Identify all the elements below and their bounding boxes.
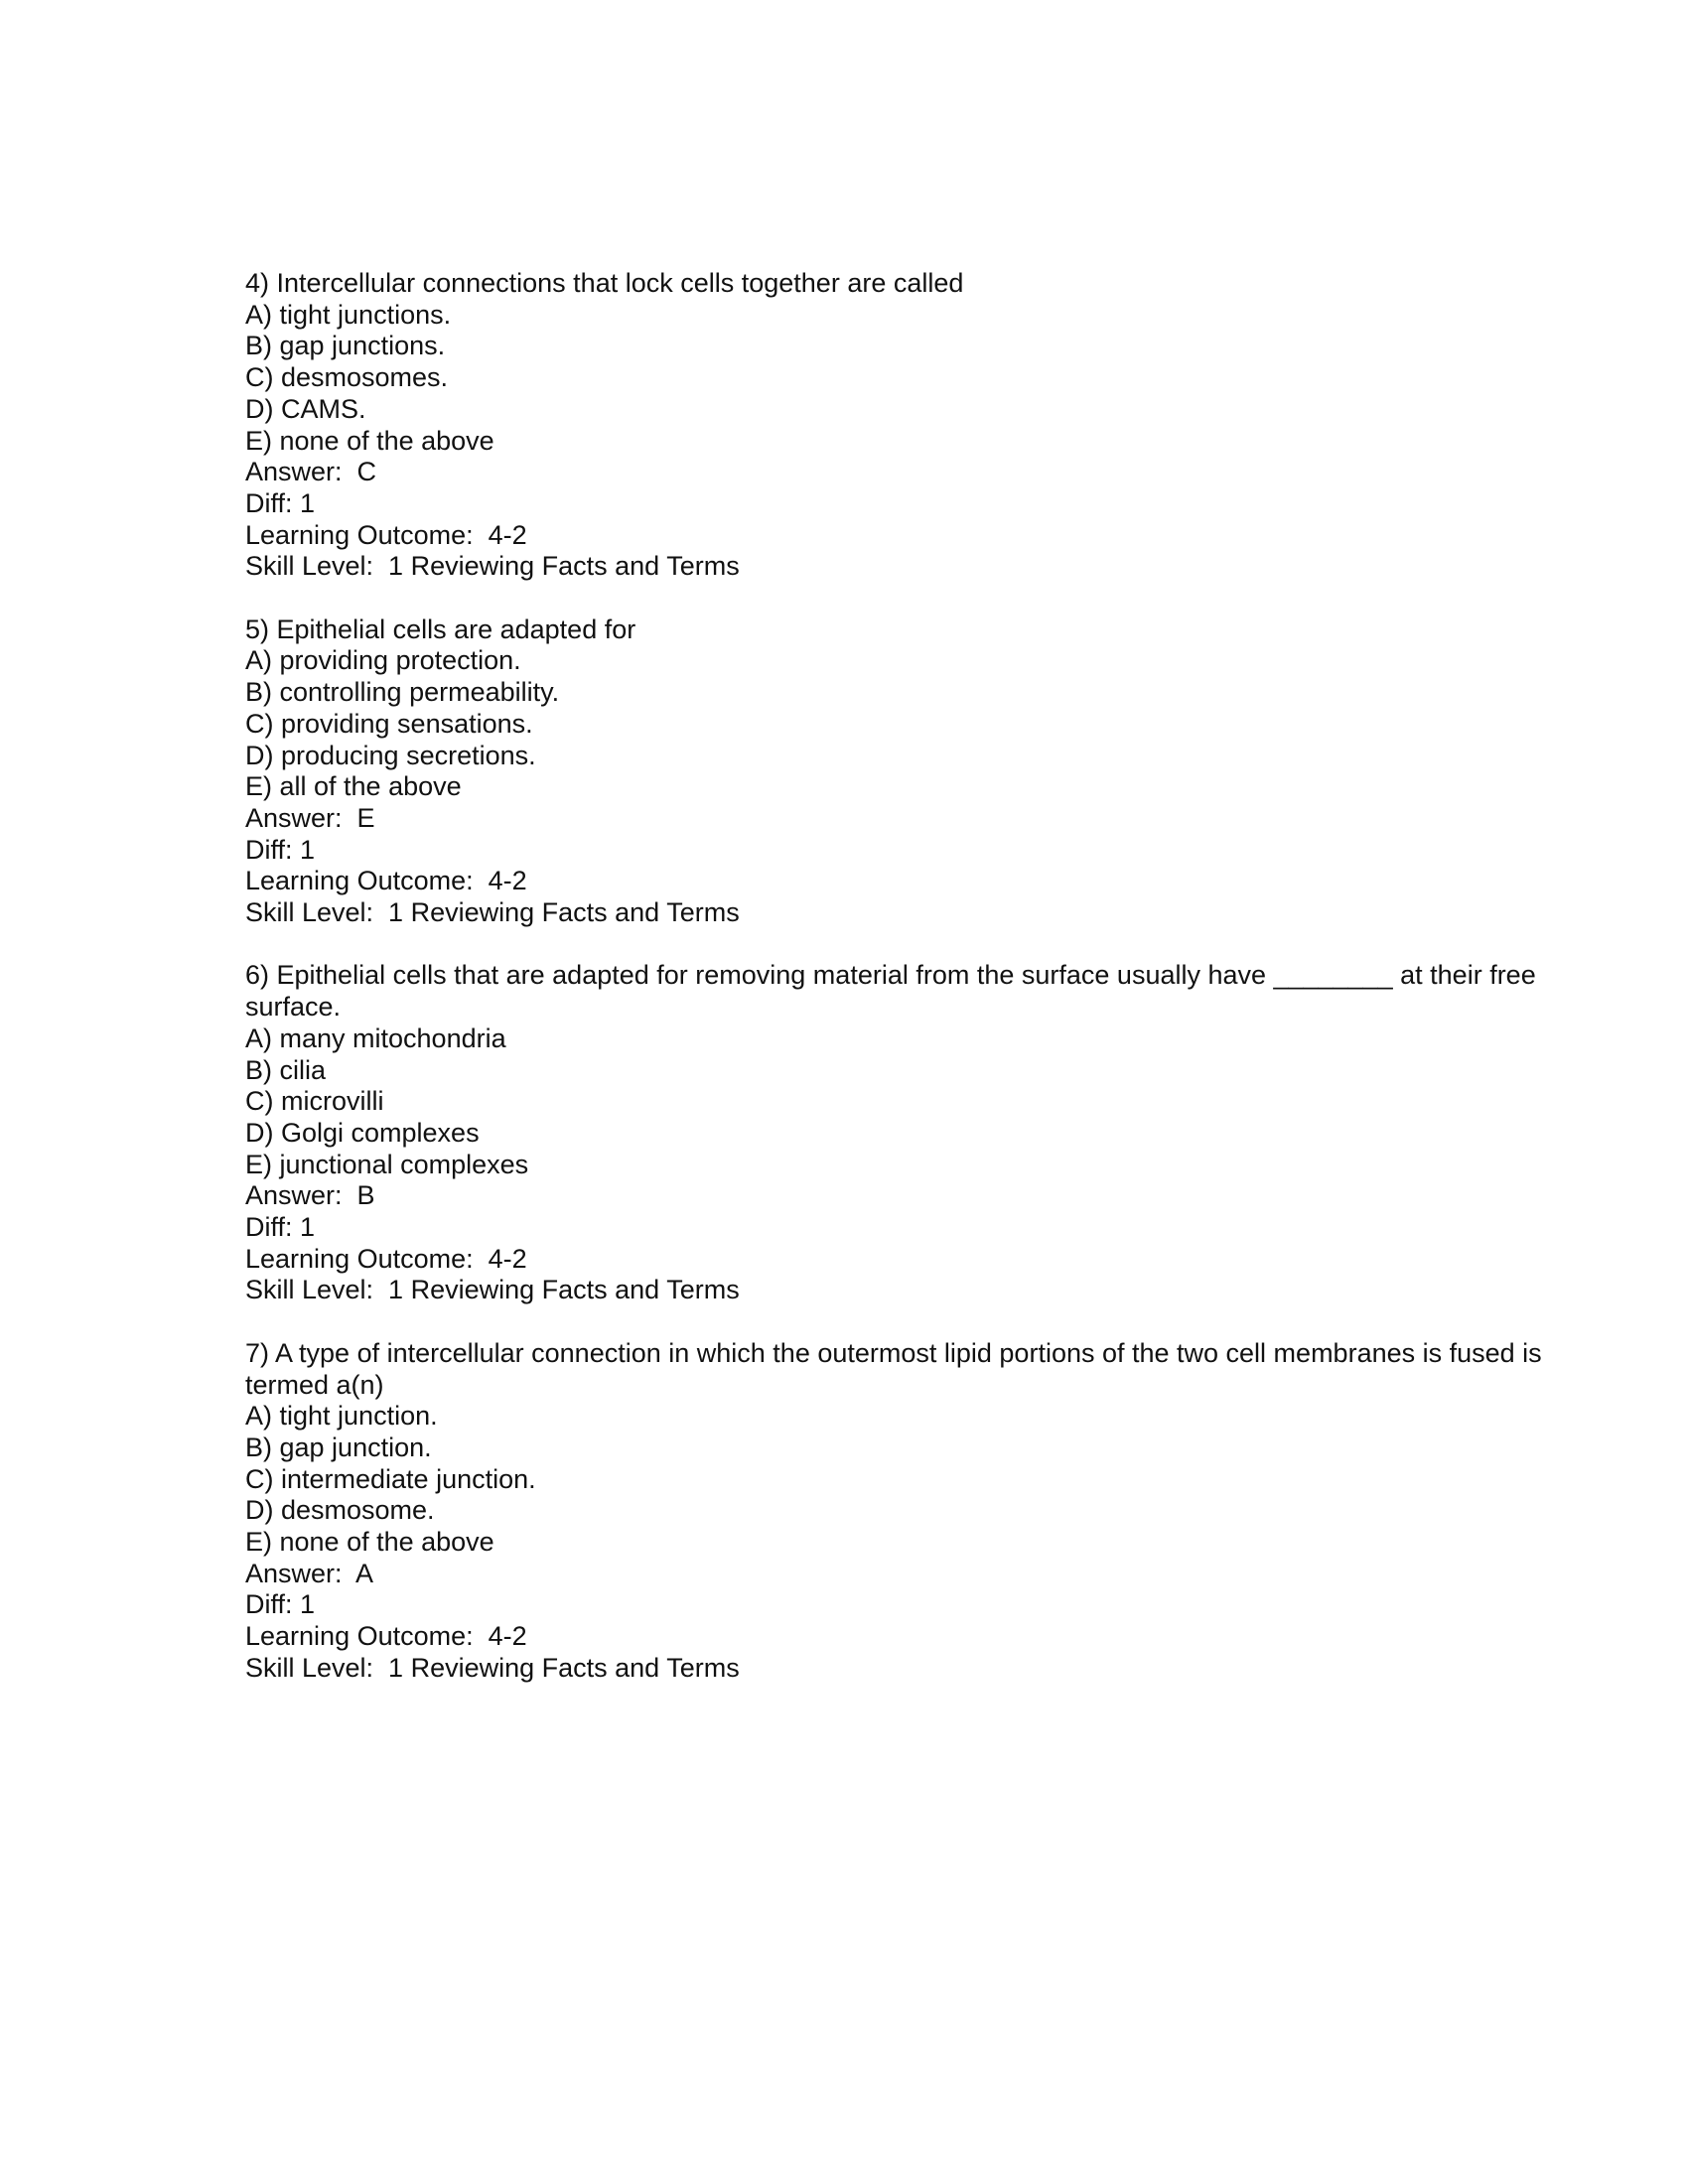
option-c: C) intermediate junction.: [245, 1463, 536, 1494]
option-b: B) gap junction.: [245, 1432, 432, 1462]
question-stem: 5) Epithelial cells are adapted for: [245, 614, 636, 644]
learning-outcome-line: Learning Outcome: 4-2: [245, 1621, 527, 1652]
question-stem: 4) Intercellular connections that lock cells together are called: [245, 268, 964, 298]
learning-outcome-line: Learning Outcome: 4-2: [245, 519, 527, 550]
skill-level-line: Skill Level: 1 Reviewing Facts and Terms: [245, 1652, 740, 1683]
option-c: C) providing sensations.: [245, 708, 533, 739]
question-stem: 7) A type of intercellular connection in which the outermost lipid portions of the two cell membranes is fused is termed a(n): [245, 1337, 1542, 1400]
difficulty-line: Diff: 1: [245, 487, 316, 518]
difficulty-line: Diff: 1: [245, 1589, 316, 1620]
skill-level-line: Skill Level: 1 Reviewing Facts and Terms: [245, 551, 740, 582]
option-a: A) tight junctions.: [245, 299, 452, 330]
question-item: [245, 1338, 1576, 1685]
difficulty-line: Diff: 1: [245, 834, 316, 865]
learning-outcome-line: Learning Outcome: 4-2: [245, 866, 527, 896]
answer-line: Answer: C: [245, 457, 377, 487]
option-e: E) none of the above: [245, 1527, 494, 1558]
option-c: C) desmosomes.: [245, 362, 449, 393]
difficulty-line: Diff: 1: [245, 1212, 316, 1243]
option-d: D) CAMS.: [245, 393, 366, 424]
answer-line: Answer: A: [245, 1558, 374, 1588]
option-e: E) junctional complexes: [245, 1149, 529, 1179]
question-item: [245, 614, 1576, 929]
question-stem: 6) Epithelial cells that are adapted for removing material from the surface usually have ________ at their free surface.: [245, 960, 1536, 1023]
question-item: [245, 960, 1576, 1306]
option-b: B) controlling permeability.: [245, 677, 560, 708]
option-d: D) Golgi complexes: [245, 1117, 480, 1148]
option-a: A) many mitochondria: [245, 1023, 506, 1053]
question-list: [245, 268, 1576, 1685]
option-b: B) gap junctions.: [245, 331, 446, 361]
learning-outcome-line: Learning Outcome: 4-2: [245, 1243, 527, 1274]
option-b: B) cilia: [245, 1054, 327, 1085]
option-a: A) tight junction.: [245, 1401, 438, 1432]
option-e: E) none of the above: [245, 425, 494, 456]
option-c: C) microvilli: [245, 1086, 384, 1117]
option-a: A) providing protection.: [245, 645, 521, 676]
option-e: E) all of the above: [245, 771, 462, 802]
answer-line: Answer: E: [245, 802, 375, 833]
skill-level-line: Skill Level: 1 Reviewing Facts and Terms: [245, 1275, 740, 1305]
option-d: D) producing secretions.: [245, 740, 536, 770]
question-item: [245, 268, 1576, 583]
skill-level-line: Skill Level: 1 Reviewing Facts and Terms: [245, 897, 740, 928]
option-d: D) desmosome.: [245, 1495, 435, 1526]
answer-line: Answer: B: [245, 1180, 375, 1211]
